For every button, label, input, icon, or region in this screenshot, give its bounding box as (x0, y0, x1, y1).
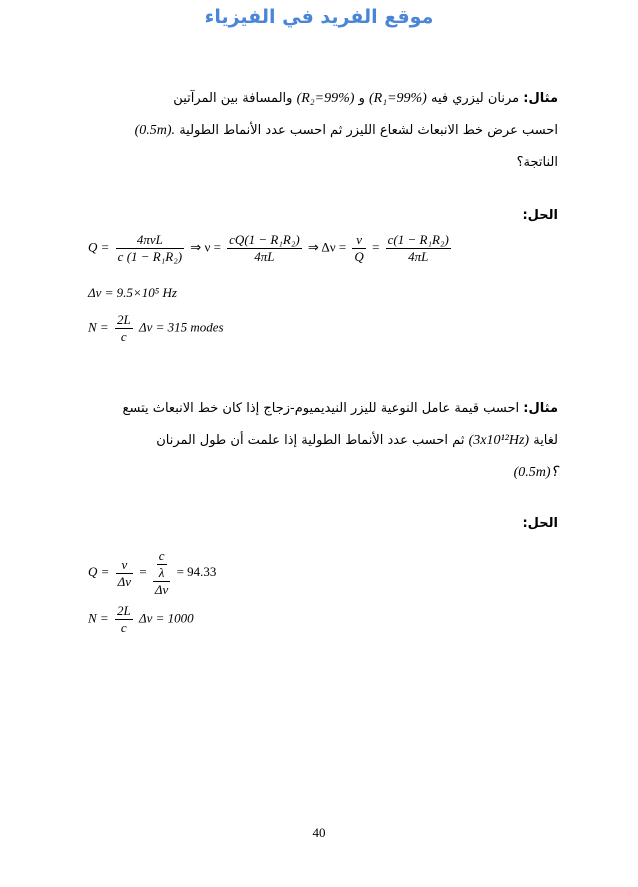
eq1-frac3 (352, 232, 365, 265)
ex2-eq1-frac1 (116, 557, 133, 590)
example2-line3: (0.5m)؟ (513, 465, 558, 480)
example2-equation-1 (88, 548, 216, 598)
eq1-equals: = (372, 239, 380, 255)
ex2-eq1-equals: = (139, 563, 147, 579)
example1-equation-3 (88, 312, 224, 345)
example2-label: مثال: (523, 401, 558, 416)
example1-line3: الناتجة؟ (516, 155, 558, 170)
eq1-frac4 (386, 232, 451, 265)
eq3-n: N = (88, 319, 109, 335)
eq1-frac4-num: c(1 − R₁R₂) (387, 232, 449, 247)
eq3-rest: Δν = 315 modes (138, 319, 224, 335)
eq1-frac2 (227, 232, 302, 265)
example2-line1: احسب قيمة عامل النوعية لليزر النيديميوم-زجاج إذا كان خط الانبعاث يتسع (122, 401, 520, 416)
example1-r1: (R₁=99%) (368, 91, 427, 106)
example1-r2: (R₂=99%) (296, 91, 355, 106)
example1-equation-2: Δν = 9.5×10⁵ Hz (88, 285, 177, 300)
ex2-eq1-frac2-num (153, 548, 170, 582)
example1-statement (78, 83, 558, 179)
example1-text-b: والمسافة بين المرآتين (173, 91, 293, 106)
example1-equation-1 (88, 232, 454, 265)
ex2-eq2-rest: Δν = 1000 (138, 610, 194, 626)
ex2-eq2-frac-den: c (120, 620, 127, 635)
eq3-frac-num: 2L (116, 312, 131, 327)
eq1-q: Q = (88, 239, 110, 255)
ex2-eq1-q: Q = (88, 563, 110, 579)
example1-dist: (0.5m). (134, 123, 176, 138)
example1-conj: و (358, 91, 365, 106)
site-title: موقع الفريد في الفيزياء (204, 6, 434, 28)
eq3-frac (115, 312, 133, 345)
eq1-frac3-den: Q (354, 249, 364, 264)
ex2-eq1-inner-den: λ (158, 565, 165, 580)
eq1-arrow1: ⇒ ν = (190, 239, 221, 255)
example2-equation-2 (88, 603, 194, 636)
example2-statement (78, 393, 558, 489)
page-number: 40 (312, 825, 326, 840)
ex2-eq1-frac2 (153, 548, 170, 598)
example1-line2: احسب عرض خط الانبعاث لشعاع الليزر ثم احسب عدد الأنماط الطولية (179, 123, 558, 138)
ex2-eq1-frac2-den: Δν (154, 582, 169, 597)
eq1-frac1-num: 4πνL (116, 232, 184, 249)
eq1-frac1 (116, 232, 184, 265)
example2-line2a: لغاية (533, 433, 558, 448)
ex2-eq1-frac1-num: ν (116, 557, 133, 574)
eq1-frac2-den: 4πL (254, 249, 275, 264)
eq1-frac1-den: c (1 − R₁R₂) (117, 249, 183, 264)
ex2-eq1-inner-frac (157, 548, 167, 581)
ex2-eq1-frac1-den: Δν (117, 573, 132, 589)
eq1-frac3-num: ν (352, 232, 365, 249)
eq3-frac-den: c (120, 329, 127, 344)
ex2-eq2-n: N = (88, 610, 109, 626)
ex2-eq2-frac (115, 603, 133, 636)
example2-solution-label: الحل: (522, 516, 558, 531)
ex2-eq1-inner-num: c (158, 548, 165, 563)
example1-text-a: مرنان ليزري فيه (430, 91, 520, 106)
eq1-frac4-den: 4πL (408, 249, 429, 264)
example1-solution-label: الحل: (522, 208, 558, 223)
ex2-eq1-rest: = 94.33 (176, 563, 217, 579)
example2-line2b: ثم احسب عدد الأنماط الطولية إذا علمت أن طول المرنان (156, 433, 465, 448)
ex2-eq2-frac-num: 2L (116, 603, 131, 618)
eq1-arrow2: ⇒ Δν = (307, 239, 347, 255)
example1-label: مثال: (523, 91, 558, 106)
example2-freq: (3x10¹²Hz) (468, 433, 530, 448)
eq1-frac2-num: cQ(1 − R₁R₂) (229, 232, 300, 247)
